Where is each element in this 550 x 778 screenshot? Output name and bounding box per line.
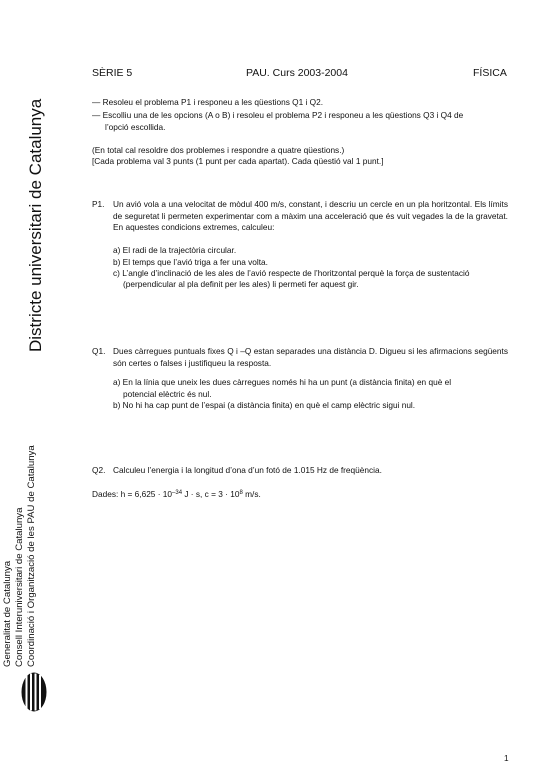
p1-item-c-cont: (perpendicular al pla definit per les ales) li permeti fer aquest gir. — [123, 279, 359, 289]
q1-item-b: b) No hi ha cap punt de l’espai (a distància finita) en què el camp elèctric sigui nul. — [113, 400, 416, 410]
q2-statement: Calculeu l’energia i la longitud d’ona d’un fotó de 1.015 Hz de freqüència. — [113, 465, 382, 475]
instruction-2-cont: l’opció escollida. — [105, 122, 166, 132]
instruction-2: — Escolliu una de les opcions (A o B) i resoleu el problema P2 i responeu a les qüestions Q3 i Q4 de — [92, 110, 464, 120]
instruction-note-1: (En total cal resoldre dos problemes i respondre a quatre qüestions.) — [92, 145, 345, 155]
p1-item-b: b) El temps que l’avió triga a fer una volta. — [113, 257, 268, 267]
q2-data-mid: J · s, c = 3 · 10 — [182, 489, 240, 499]
q2-label: Q2. — [92, 465, 106, 475]
district-title: Districte universitari de Catalunya — [26, 98, 45, 352]
subject-label: FÍSICA — [473, 67, 507, 79]
q2-data — [92, 489, 261, 501]
instruction-1: — Resoleu el problema P1 i responeu a les qüestions Q1 i Q2. — [92, 97, 324, 107]
q2-exp-h: –34 — [172, 490, 183, 496]
q1-item-a: a) En la línia que uneix les dues càrregues només hi ha un punt (a distància finita) en què el — [113, 377, 452, 387]
page-number: 1 — [504, 753, 509, 763]
q1-statement: Dues càrregues puntuals fixes Q i –Q estan separades una distància D. Digueu si les afirmacions següents són certes o falses i justifiqueu la resposta. — [113, 346, 508, 368]
q1-item-a-cont: potencial elèctric és nul. — [123, 389, 212, 399]
p1-statement: Un avió vola a una velocitat de mòdul 400 m/s, constant, i descriu un cercle en un pla horitzontal. Els límits de seguretat li permeten experimentar com a màxim una acceleració que és vuit vegades la de la gravetat. En aquestes condicions extremes, calculeu: — [113, 199, 508, 233]
q1-label: Q1. — [92, 346, 106, 356]
q2-data-suffix: m/s. — [242, 489, 261, 499]
p1-item-c: c) L’angle d’inclinació de les ales de l’avió respecte de l’horitzontal perquè la força de sustentació — [113, 268, 470, 278]
generalitat-logo-icon — [21, 672, 47, 712]
q2-exp-c: 8 — [239, 490, 243, 496]
org-line-2: Consell Interuniversitari de Catalunya — [14, 507, 25, 667]
q2-data-prefix: Dades: h = 6,625 · 10 — [92, 489, 173, 499]
instruction-note-2: [Cada problema val 3 punts (1 punt per cada apartat). Cada qüestió val 1 punt.] — [92, 156, 384, 166]
org-line-3: Coordinació i Organització de les PAU de Catalunya — [26, 445, 37, 667]
p1-item-a: a) El radi de la trajectòria circular. — [113, 245, 237, 255]
course-label: PAU. Curs 2003-2004 — [246, 67, 348, 79]
serie-label: SÈRIE 5 — [92, 67, 133, 79]
p1-label: P1. — [92, 199, 105, 209]
org-line-1: Generalitat de Catalunya — [2, 560, 13, 667]
